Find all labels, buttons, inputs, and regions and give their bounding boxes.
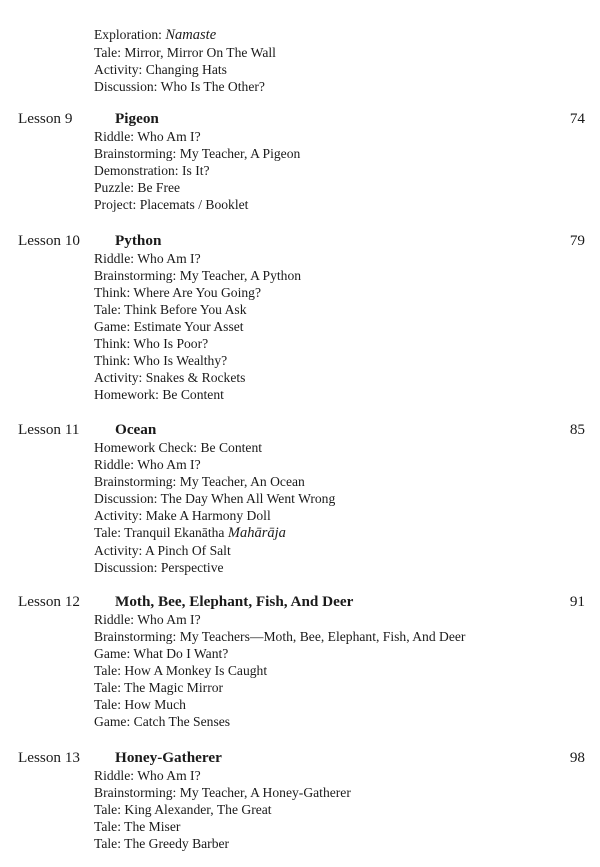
lesson-title: Moth, Bee, Elephant, Fish, And Deer: [115, 593, 354, 610]
entry-title: The Magic Mirror: [124, 680, 224, 695]
entry-title: Who Is Poor?: [133, 336, 209, 351]
entry-title: Be Content: [162, 387, 224, 402]
toc-entry: [94, 507, 600, 524]
toc-entry: [94, 128, 600, 145]
entry-type: Tale:: [94, 663, 121, 678]
entry-type: Discussion:: [94, 560, 158, 575]
entry-title: The Greedy Barber: [124, 836, 230, 851]
lesson-page-number: 79: [569, 232, 585, 249]
toc-entry: [94, 801, 600, 818]
entry-type: Tale:: [94, 302, 121, 317]
entry-type: Game:: [94, 714, 131, 729]
entry-title: Is It?: [181, 163, 210, 178]
lesson-items: [94, 439, 600, 576]
entry-title: The Day When All Went Wrong: [160, 491, 336, 506]
lesson-heading: [0, 749, 600, 767]
entry-type: Riddle:: [94, 768, 135, 783]
entry-type: Game:: [94, 646, 131, 661]
toc-entry: [94, 369, 600, 386]
toc-entry: [94, 386, 600, 403]
lesson-9: [0, 110, 600, 213]
entry-type: Puzzle:: [94, 180, 135, 195]
lesson-13: [0, 749, 600, 852]
toc-entry: [94, 679, 600, 696]
entry-type: Exploration:: [94, 27, 162, 42]
lesson-page-number: 98: [569, 749, 585, 766]
entry-title: Who Am I?: [137, 251, 201, 266]
toc-entry: [94, 352, 600, 369]
entry-title: Who Am I?: [137, 768, 201, 783]
continued-lesson-items: [94, 26, 276, 95]
entry-title: Who Am I?: [137, 612, 201, 627]
toc-entry: [94, 267, 600, 284]
entry-title: Who Is Wealthy?: [133, 353, 228, 368]
entry-type: Activity:: [94, 508, 143, 523]
lesson-items: [94, 128, 600, 213]
lesson-title: Pigeon: [115, 110, 159, 127]
entry-title: A Pinch Of Salt: [145, 543, 231, 558]
entry-type: Think:: [94, 285, 131, 300]
entry-type: Brainstorming:: [94, 785, 177, 800]
toc-entry: [94, 162, 600, 179]
lesson-heading: [0, 110, 600, 128]
entry-title: Make A Harmony Doll: [145, 508, 271, 523]
lesson-items: [94, 611, 600, 730]
lesson-title: Python: [115, 232, 162, 249]
entry-title: Be Free: [137, 180, 181, 195]
entry-type: Tale:: [94, 697, 121, 712]
lesson-heading: [0, 232, 600, 250]
entry-type: Think:: [94, 336, 131, 351]
entry-type: Discussion:: [94, 491, 158, 506]
toc-entry: [94, 78, 276, 95]
toc-entry: [94, 44, 276, 61]
entry-title: How A Monkey Is Caught: [124, 663, 268, 678]
entry-title: Where Are You Going?: [133, 285, 262, 300]
lesson-label: Lesson 10: [18, 232, 81, 249]
entry-title: Snakes & Rockets: [145, 370, 246, 385]
entry-title: Who Am I?: [137, 457, 201, 472]
toc-entry: [94, 473, 600, 490]
entry-title: How Much: [124, 697, 186, 712]
toc-entry: [94, 628, 600, 645]
toc-entry: [94, 26, 276, 44]
entry-type: Think:: [94, 353, 131, 368]
entry-title: What Do I Want?: [133, 646, 229, 661]
entry-type: Brainstorming:: [94, 629, 177, 644]
entry-title: Who Am I?: [137, 129, 201, 144]
entry-title: Who Is The Other?: [160, 79, 265, 94]
entry-title: Placemats / Booklet: [139, 197, 249, 212]
toc-entry: [94, 818, 600, 835]
toc-entry: [94, 542, 600, 559]
toc-entry: [94, 61, 276, 78]
entry-title: Think Before You Ask: [124, 302, 247, 317]
entry-title: Tranquil Ekanātha: [124, 525, 225, 540]
entry-type: Homework Check:: [94, 440, 198, 455]
lesson-11: [0, 421, 600, 576]
toc-entry: [94, 559, 600, 576]
lesson-label: Lesson 13: [18, 749, 81, 766]
toc-entry: [94, 490, 600, 507]
toc-entry: [94, 318, 600, 335]
entry-title: Namaste: [165, 27, 217, 43]
toc-entry: [94, 456, 600, 473]
entry-type: Tale:: [94, 680, 121, 695]
entry-type: Demonstration:: [94, 163, 179, 178]
toc-entry: [94, 713, 600, 730]
lesson-title: Ocean: [115, 421, 157, 438]
lesson-page-number: 85: [569, 421, 585, 438]
toc-entry: [94, 767, 600, 784]
toc-entry: [94, 439, 600, 456]
lesson-label: Lesson 11: [18, 421, 80, 438]
entry-title: Estimate Your Asset: [133, 319, 244, 334]
entry-title: My Teachers—Moth, Bee, Elephant, Fish, And Deer: [179, 629, 466, 644]
toc-entry: [94, 284, 600, 301]
lesson-page-number: 74: [569, 110, 585, 127]
toc-entry: [94, 662, 600, 679]
lesson-10: [0, 232, 600, 403]
entry-type: Tale:: [94, 45, 121, 60]
lesson-items: [94, 250, 600, 403]
entry-title: My Teacher, A Pigeon: [179, 146, 301, 161]
entry-type: Activity:: [94, 543, 143, 558]
lesson-heading: [0, 593, 600, 611]
entry-type: Riddle:: [94, 251, 135, 266]
toc-entry: [94, 835, 600, 852]
toc-entry: [94, 179, 600, 196]
toc-entry: [94, 250, 600, 267]
toc-entry: [94, 611, 600, 628]
toc-entry: [94, 696, 600, 713]
entry-title: The Miser: [124, 819, 181, 834]
lesson-label: Lesson 12: [18, 593, 81, 610]
entry-title-honorific: Mahārāja: [227, 525, 286, 541]
entry-title: Mirror, Mirror On The Wall: [124, 45, 276, 60]
entry-type: Riddle:: [94, 457, 135, 472]
entry-type: Discussion:: [94, 79, 158, 94]
entry-type: Brainstorming:: [94, 474, 177, 489]
entry-type: Homework:: [94, 387, 159, 402]
entry-title: My Teacher, A Python: [179, 268, 302, 283]
toc-entry: [94, 335, 600, 352]
lesson-12: [0, 593, 600, 730]
entry-type: Game:: [94, 319, 131, 334]
entry-type: Riddle:: [94, 612, 135, 627]
entry-title: My Teacher, An Ocean: [179, 474, 305, 489]
toc-entry: [94, 524, 600, 542]
entry-title: Be Content: [200, 440, 263, 455]
entry-title: Catch The Senses: [133, 714, 231, 729]
entry-type: Project:: [94, 197, 137, 212]
entry-type: Brainstorming:: [94, 268, 177, 283]
entry-title: King Alexander, The Great: [124, 802, 272, 817]
entry-title: Changing Hats: [145, 62, 227, 77]
entry-title: My Teacher, A Honey-Gatherer: [179, 785, 351, 800]
lesson-items: [94, 767, 600, 852]
entry-type: Activity:: [94, 62, 143, 77]
entry-type: Tale:: [94, 819, 121, 834]
toc-entry: [94, 145, 600, 162]
entry-type: Brainstorming:: [94, 146, 177, 161]
entry-type: Activity:: [94, 370, 143, 385]
entry-type: Riddle:: [94, 129, 135, 144]
toc-entry: [94, 645, 600, 662]
toc-entry: [94, 784, 600, 801]
toc-entry: [94, 196, 600, 213]
entry-type: Tale:: [94, 836, 121, 851]
entry-type: Tale:: [94, 802, 121, 817]
toc-entry: [94, 301, 600, 318]
lesson-label: Lesson 9: [18, 110, 73, 127]
entry-title: Perspective: [160, 560, 224, 575]
lesson-heading: [0, 421, 600, 439]
lesson-page-number: 91: [569, 593, 585, 610]
entry-type: Tale:: [94, 525, 121, 540]
lesson-title: Honey-Gatherer: [115, 749, 222, 766]
